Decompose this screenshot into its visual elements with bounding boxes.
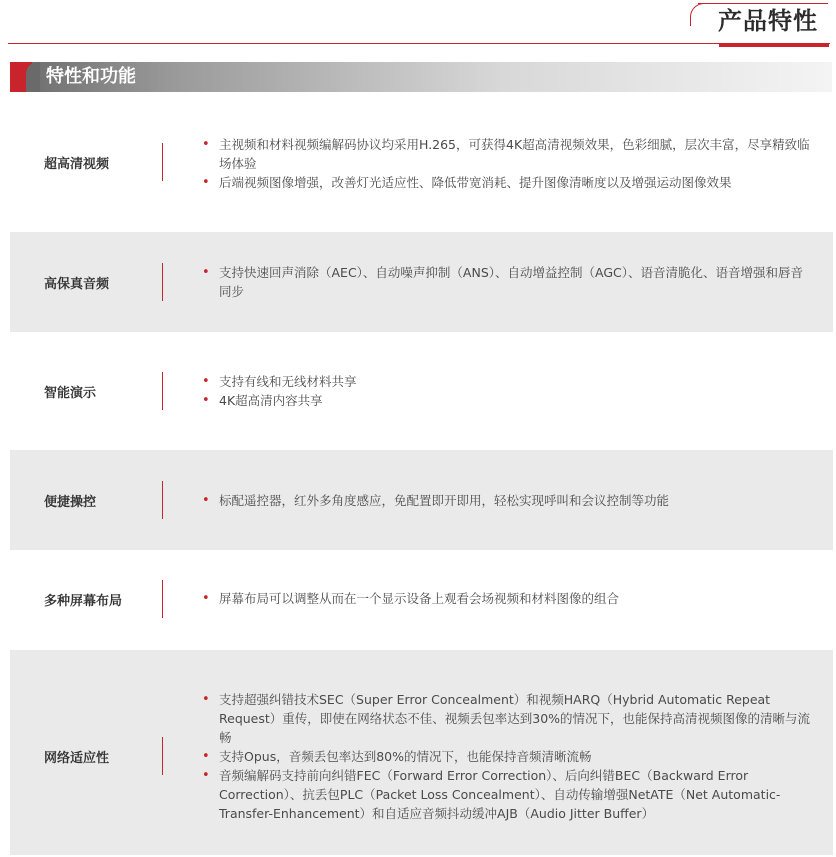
feature-label: 多种屏幕布局 xyxy=(44,594,123,609)
feature-bullet: • 支持Opus，音频丢包率达到80%的情况下，也能保持音频清晰流畅 xyxy=(202,747,812,766)
feature-row-easy-control xyxy=(10,450,833,550)
feature-divider xyxy=(162,737,163,775)
feature-row-hifi-audio xyxy=(10,232,833,332)
feature-divider xyxy=(162,481,163,519)
page-title: 产品特性 xyxy=(718,7,818,35)
feature-bullet-list xyxy=(202,589,812,608)
feature-label: 智能演示 xyxy=(44,386,97,401)
feature-divider xyxy=(162,143,163,181)
feature-divider xyxy=(162,580,163,618)
feature-bullet: • 屏幕布局可以调整从而在一个显示设备上观看会场视频和材料图像的组合 xyxy=(202,589,812,608)
feature-bullet-list xyxy=(202,263,812,301)
feature-row-ultra-hd-video xyxy=(10,108,833,216)
feature-bullet-list xyxy=(202,690,812,823)
feature-bullet: • 后端视频图像增强，改善灯光适应性、降低带宽消耗、提升图像清晰度以及增强运动图像效果 xyxy=(202,173,812,192)
header-divider xyxy=(8,43,830,44)
feature-bullet: • 支持超强纠错技术SEC（Super Error Concealment）和视频HARQ（Hybrid Automatic Repeat Request）重传，即使在网络状态不佳、视频丢包率达到30%的情况下，也能保持高清视频图像的清晰与流畅 xyxy=(202,690,812,747)
feature-bullet: • 音频编解码支持前向纠错FEC（Forward Error Correction）、后向纠错BEC（Backward Error Correction）、抗丢包PLC（Packet Loss Concealment）、自动传输增强NetATE（Net Automatic-Transfer-Enhancement）和自适应音频抖动缓冲AJB（Audio Jitter Buffer） xyxy=(202,766,812,823)
feature-bullet-list xyxy=(202,372,812,410)
feature-row-screen-layouts xyxy=(10,550,833,650)
feature-label: 高保真音频 xyxy=(44,277,110,292)
feature-divider xyxy=(162,263,163,301)
feature-divider xyxy=(162,372,163,410)
feature-row-network-adaptability xyxy=(10,650,833,855)
page-title-underline xyxy=(719,44,829,47)
feature-label: 超高清视频 xyxy=(44,157,110,172)
title-tab-curve xyxy=(690,3,705,26)
feature-bullet: • 4K超高清内容共享 xyxy=(202,391,812,410)
feature-label: 便捷操控 xyxy=(44,495,97,510)
feature-bullet-list xyxy=(202,135,812,192)
section-heading-cap xyxy=(26,62,40,92)
section-title: 特性和功能 xyxy=(46,66,136,87)
feature-bullet: • 支持快速回声消除（AEC）、自动噪声抑制（ANS）、自动增益控制（AGC）、语音清脆化、语音增强和唇音同步 xyxy=(202,263,812,301)
feature-bullet: • 标配遥控器，红外多角度感应，免配置即开即用，轻松实现呼叫和会议控制等功能 xyxy=(202,491,812,510)
feature-row-smart-presentation xyxy=(10,332,833,450)
feature-bullet: • 支持有线和无线材料共享 xyxy=(202,372,812,391)
feature-bullet: • 主视频和材料视频编解码协议均采用H.265，可获得4K超高清视频效果，色彩细腻，层次丰富，尽享精致临场体验 xyxy=(202,135,812,173)
feature-label: 网络适应性 xyxy=(44,751,110,766)
feature-bullet-list xyxy=(202,491,812,510)
